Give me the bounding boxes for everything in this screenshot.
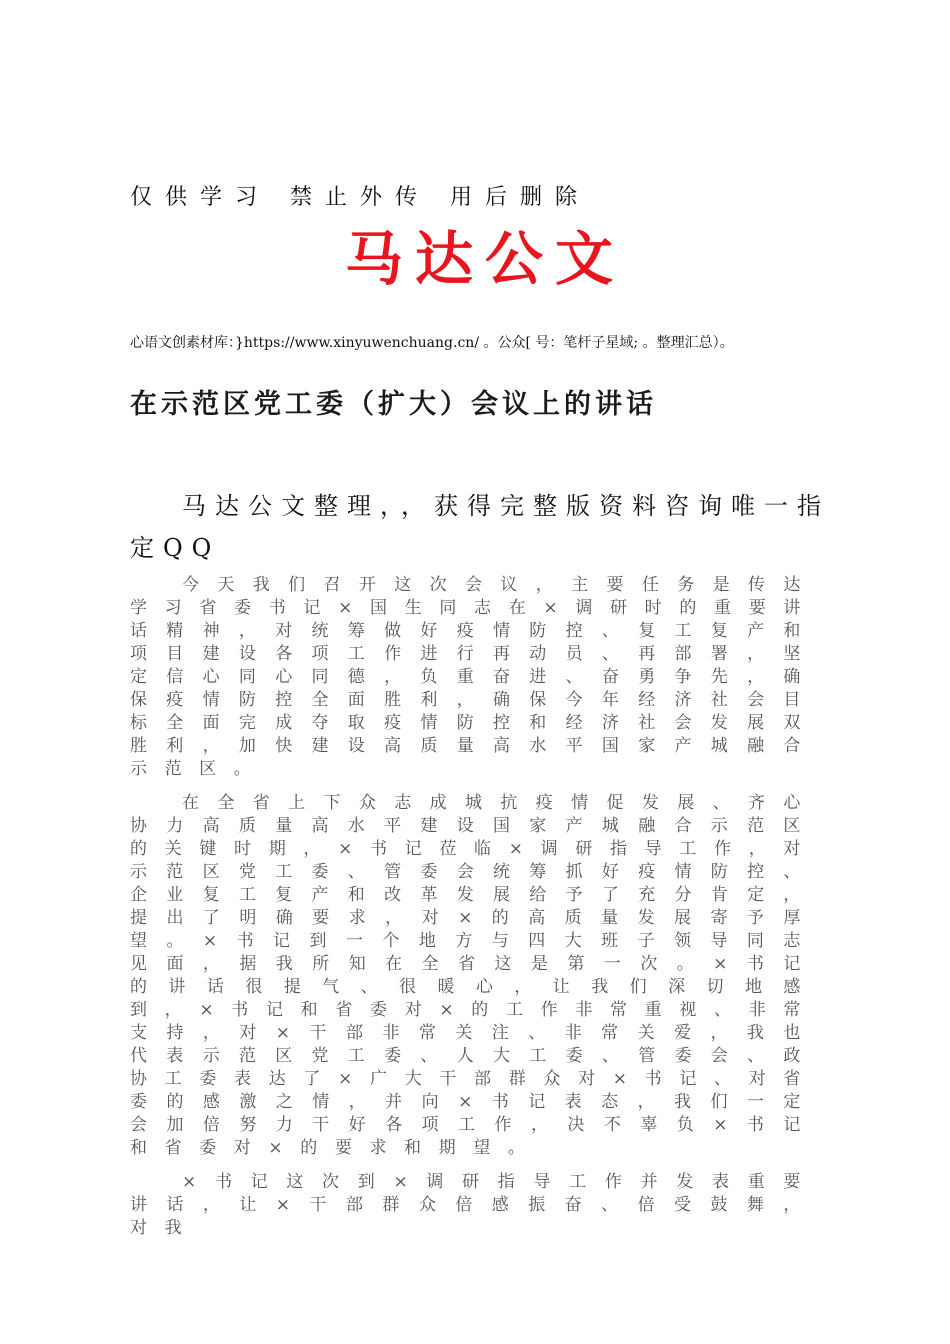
body-paragraph: ×书记这次到×调研指导工作并发表重要讲话，让×干部群众倍感振奋、倍受鼓舞，对我 (130, 1172, 818, 1238)
brand-logo: 马达公文 (345, 225, 626, 293)
usage-notice: 仅供学习 禁止外传 用后删除 (130, 185, 590, 210)
speech-body (130, 574, 818, 1251)
body-paragraph: 在全省上下众志成城抗疫情促发展、齐心协力高质量高水平建设国家产城融合示范区的关键时期，×书记莅临×调研指导工作，对示范区党工委、管委会统筹抓好疫情防控、企业复工复产和改革发展给予了充分肯定，提出了明确要求，对×的高质量发展寄予厚望。×书记到一个地方与四大班子领导同志见面，据我所知在全省这是第一次。×书记的讲话很提气、很暖心，让我们深切地感到，×书记和省委对×的工作非常重视、非常支持，对×干部非常关注、非常关爱，我也代表示范区党工委、人大工委、管委会、政协工委表达了×广大干部群众对×书记、对省委的感激之情，并向×书记表态，我们一定会加倍努力干好各项工作，决不辜负×书记和省委对×的要求和期望。 (130, 793, 818, 1158)
body-paragraph: 今天我们召开这次会议，主要任务是传达学习省委书记×国生同志在×调研时的重要讲话精神，对统筹做好疫情防控、复工复产和项目建设各项工作进行再动员、再部署，坚定信心同心同德，负重奋进、奋勇争先，确保疫情防控全面胜利，确保今年经济社会目标全面完成夺取疫情防控和经济社会发展双胜利，加快建设高质量高水平国家产城融合示范区。 (130, 575, 818, 779)
source-line: 心语文创素材库：}https://www.xinyuwenchuang.cn/ 。公众[ 号：笔杆子星域; 。整理汇总）。 (130, 335, 734, 351)
document-title: 在示范区党工委（扩大）会议上的讲话 (130, 389, 657, 420)
promo-paragraph: 马达公文整理，，获得完整版资料咨询唯一指定QQ (130, 492, 830, 562)
